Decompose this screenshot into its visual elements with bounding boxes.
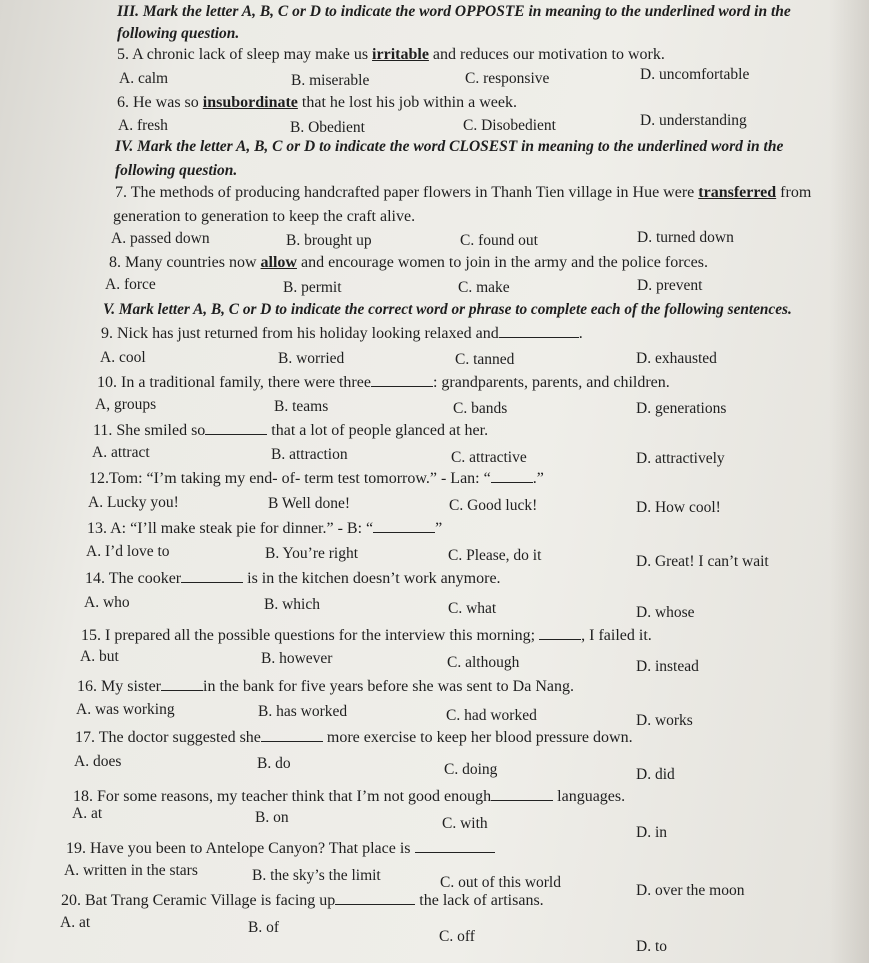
option-16c[interactable]: C. had worked — [446, 707, 537, 724]
answer-blank — [335, 892, 415, 905]
section-iv-heading: IV. Mark the letter A, B, C or D to indicate the word CLOSEST in meaning to the underlined word in the — [115, 138, 784, 155]
underlined-word: transferred — [698, 184, 777, 201]
option-10a[interactable]: A, groups — [95, 396, 157, 413]
option-7b[interactable]: B. brought up — [286, 232, 372, 249]
option-18a[interactable]: A. at — [72, 805, 103, 822]
option-12b[interactable]: B Well done! — [268, 495, 350, 512]
option-17c[interactable]: C. doing — [444, 761, 498, 778]
option-19b[interactable]: B. the sky’s the limit — [252, 867, 381, 884]
answer-blank — [205, 422, 267, 435]
option-6c[interactable]: C. Disobedient — [463, 117, 556, 134]
answer-blank — [261, 729, 323, 742]
question-6: 6. He was so insubordinate that he lost his job within a week. — [117, 94, 517, 111]
option-10d[interactable]: D. generations — [636, 400, 727, 417]
option-15b[interactable]: B. however — [261, 650, 333, 667]
question-17: 17. The doctor suggested she more exercise to keep her blood pressure down. — [75, 729, 633, 746]
option-13b[interactable]: B. You’re right — [265, 545, 359, 562]
question-7: 7. The methods of producing handcrafted paper flowers in Thanh Tien village in Hue were transferred from — [115, 184, 812, 201]
option-6a[interactable]: A. fresh — [118, 117, 168, 134]
option-18c[interactable]: C. with — [442, 815, 488, 832]
section-iv-heading-cont: following question. — [115, 162, 238, 179]
answer-blank — [539, 627, 581, 640]
option-20b[interactable]: B. of — [248, 919, 279, 936]
question-10: 10. In a traditional family, there were three : grandparents, parents, and children. — [97, 374, 670, 391]
answer-blank — [181, 570, 243, 583]
option-18d[interactable]: D. in — [636, 824, 667, 841]
underlined-word: insubordinate — [202, 94, 298, 111]
underlined-word: irritable — [372, 46, 429, 63]
option-12d[interactable]: D. How cool! — [636, 499, 721, 516]
question-12: 12.Tom: “I’m taking my end- of- term test tomorrow.” - Lan: “ .” — [89, 470, 544, 487]
answer-blank — [491, 788, 553, 801]
option-15a[interactable]: A. but — [80, 648, 119, 665]
option-13a[interactable]: A. I’d love to — [86, 543, 170, 560]
option-7c[interactable]: C. found out — [460, 232, 538, 249]
option-16a[interactable]: A. was working — [76, 701, 175, 718]
option-5c[interactable]: C. responsive — [465, 70, 550, 87]
option-17d[interactable]: D. did — [636, 766, 675, 783]
question-9: 9. Nick has just returned from his holiday looking relaxed and . — [101, 325, 583, 342]
question-5: 5. A chronic lack of sleep may make us irritable and reduces our motivation to work. — [117, 46, 665, 63]
option-8d[interactable]: D. prevent — [637, 277, 703, 294]
option-7a[interactable]: A. passed down — [111, 230, 210, 247]
option-12c[interactable]: C. Good luck! — [449, 497, 538, 514]
option-9d[interactable]: D. exhausted — [636, 350, 717, 367]
option-13c[interactable]: C. Please, do it — [448, 547, 542, 564]
option-20c[interactable]: C. off — [439, 928, 475, 945]
option-14b[interactable]: B. which — [264, 596, 320, 613]
option-10b[interactable]: B. teams — [274, 398, 329, 415]
question-8: 8. Many countries now allow and encourage women to join in the army and the police forces. — [109, 254, 708, 271]
option-17b[interactable]: B. do — [257, 755, 291, 772]
question-15: 15. I prepared all the possible questions for the interview this morning; , I failed it. — [81, 627, 652, 644]
option-16d[interactable]: D. works — [636, 712, 693, 729]
option-10c[interactable]: C. bands — [453, 400, 508, 417]
option-5d[interactable]: D. uncomfortable — [640, 66, 750, 83]
question-20: 20. Bat Trang Ceramic Village is facing up the lack of artisans. — [61, 892, 544, 909]
option-9a[interactable]: A. cool — [100, 349, 146, 366]
option-14a[interactable]: A. who — [84, 594, 130, 611]
option-5b[interactable]: B. miserable — [291, 72, 370, 89]
section-iii-heading-cont: following question. — [117, 25, 240, 42]
option-11b[interactable]: B. attraction — [271, 446, 348, 463]
question-19: 19. Have you been to Antelope Canyon? That place is — [66, 840, 495, 858]
option-11a[interactable]: A. attract — [92, 444, 150, 461]
option-19d[interactable]: D. over the moon — [636, 882, 745, 899]
option-19c[interactable]: C. out of this world — [440, 874, 561, 891]
option-19a[interactable]: A. written in the stars — [64, 862, 198, 879]
answer-blank — [373, 520, 435, 533]
option-9b[interactable]: B. worried — [278, 350, 345, 367]
option-7d[interactable]: D. turned down — [637, 229, 734, 246]
answer-blank — [499, 325, 579, 338]
page-fold-shadow — [829, 0, 869, 963]
answer-blank — [415, 840, 495, 853]
option-17a[interactable]: A. does — [74, 753, 122, 770]
option-18b[interactable]: B. on — [255, 809, 289, 826]
section-v-heading: V. Mark letter A, B, C or D to indicate the correct word or phrase to complete each of the following sentences. — [103, 301, 792, 318]
option-20a[interactable]: A. at — [60, 914, 91, 931]
option-15c[interactable]: C. although — [447, 654, 520, 671]
option-8c[interactable]: C. make — [458, 279, 510, 296]
question-11: 11. She smiled so that a lot of people glanced at her. — [93, 422, 489, 439]
option-5a[interactable]: A. calm — [119, 70, 169, 87]
question-18: 18. For some reasons, my teacher think that I’m not good enough languages. — [73, 788, 626, 805]
option-16b[interactable]: B. has worked — [258, 703, 348, 720]
answer-blank — [491, 470, 533, 483]
option-20d[interactable]: D. to — [636, 938, 667, 955]
option-6d[interactable]: D. understanding — [640, 112, 747, 129]
option-14c[interactable]: C. what — [448, 600, 497, 617]
option-11c[interactable]: C. attractive — [451, 449, 527, 466]
option-11d[interactable]: D. attractively — [636, 450, 725, 467]
option-15d[interactable]: D. instead — [636, 658, 699, 675]
option-6b[interactable]: B. Obedient — [290, 119, 365, 136]
option-14d[interactable]: D. whose — [636, 604, 695, 621]
option-13d[interactable]: D. Great! I can’t wait — [636, 553, 769, 570]
option-8a[interactable]: A. force — [105, 276, 156, 293]
question-7-cont: generation to generation to keep the craft alive. — [113, 208, 416, 225]
question-16: 16. My sister in the bank for five years before she was sent to Da Nang. — [77, 678, 574, 695]
option-8b[interactable]: B. permit — [283, 279, 342, 296]
section-iii-heading: III. Mark the letter A, B, C or D to indicate the word OPPOSTE in meaning to the underlined word in the — [117, 3, 791, 20]
underlined-word: allow — [260, 254, 297, 271]
answer-blank — [371, 374, 433, 387]
option-9c[interactable]: C. tanned — [455, 351, 515, 368]
answer-blank — [161, 678, 203, 691]
question-13: 13. A: “I’ll make steak pie for dinner.” - B: “ ” — [87, 520, 443, 537]
option-12a[interactable]: A. Lucky you! — [88, 494, 179, 511]
question-14: 14. The cooker is in the kitchen doesn’t work anymore. — [85, 570, 501, 587]
